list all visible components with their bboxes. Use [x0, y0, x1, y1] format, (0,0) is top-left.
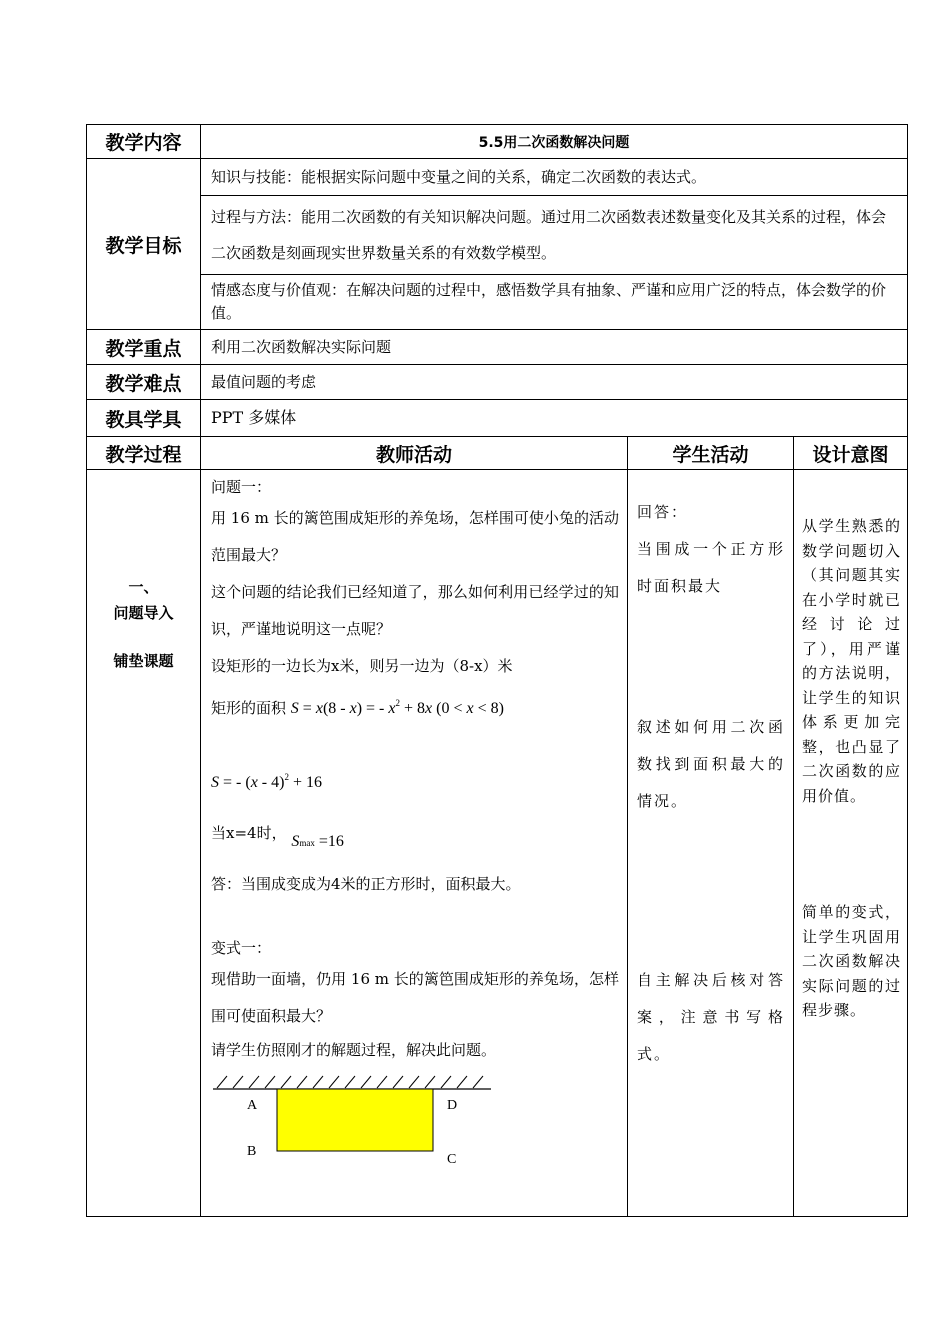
difficulty-row — [87, 365, 908, 400]
design-intent — [794, 470, 908, 1217]
student-activity — [628, 470, 794, 1217]
stage-number: 一、 — [128, 578, 159, 596]
process-row-1 — [87, 470, 908, 1217]
key-label: 教学重点 — [87, 330, 201, 365]
objective-row-2 — [87, 196, 908, 275]
intent-text-2: 简单的变式，让学生巩固用二次函数解决实际问题的过程步骤。 — [802, 903, 902, 1019]
setup-text: 设矩形的一边长为x米，则另一边为（8-x）米 — [211, 657, 513, 675]
key-value: 利用二次函数解决实际问题 — [201, 330, 908, 365]
objective-knowledge: 知识与技能：能根据实际问题中变量之间的关系，确定二次函数的表达式。 — [201, 159, 908, 196]
process-header-row — [87, 437, 908, 470]
difficulty-label: 教学难点 — [87, 365, 201, 400]
process-header-teacher: 教师活动 — [201, 437, 628, 470]
when-text: 当x=4时， — [211, 824, 287, 842]
intent-text-1: 从学生熟悉的数学问题切入（其问题其实在小学时就已经讨论过了），用严谨的方法说明，让学生的知识体系更加完整，也凸显了二次函数的应用价值。 — [802, 517, 902, 805]
vertex-formula: S = - (x - 4)$^2$ + 16 — [211, 772, 322, 791]
stage-cell — [87, 470, 201, 1217]
tools-value: PPT 多媒体 — [201, 400, 908, 437]
student-answer-label: 回答： — [637, 503, 689, 521]
process-header-student: 学生活动 — [628, 437, 794, 470]
variant-1-prompt: 请学生仿照刚才的解题过程，解决此问题。 — [211, 1041, 497, 1059]
objectives-label: 教学目标 — [87, 159, 201, 330]
lesson-title: 5.5用二次函数解决问题 — [201, 125, 908, 159]
vertex-a-label: A — [247, 1098, 258, 1113]
wall-rectangle-diagram — [211, 1069, 511, 1169]
question-1-text: 用 16 m 长的篱笆围成矩形的养兔场，怎样围可使小兔的活动范围最大？ — [211, 509, 619, 564]
tools-label: 教具学具 — [87, 400, 201, 437]
student-answer-text: 当围成一个正方形时面积最大 — [637, 540, 785, 595]
variant-1-text: 现借助一面墙，仍用 16 m 长的篱笆围成矩形的养兔场，怎样围可使面积最大？ — [211, 970, 619, 1025]
fence-rectangle — [277, 1089, 433, 1151]
area-label: 矩形的面积 — [211, 699, 287, 717]
key-row — [87, 330, 908, 365]
process-header-stage: 教学过程 — [87, 437, 201, 470]
difficulty-value: 最值问题的考虑 — [201, 365, 908, 400]
vertex-c-label: C — [447, 1152, 457, 1167]
variant-1-title: 变式一： — [211, 939, 272, 957]
stage-subtitle: 铺垫课题 — [113, 652, 174, 670]
process-header-intent: 设计意图 — [794, 437, 908, 470]
vertex-d-label: D — [447, 1098, 458, 1113]
vertex-b-label: B — [247, 1144, 257, 1159]
content-row — [87, 125, 908, 159]
tools-row — [87, 400, 908, 437]
student-explain-text: 叙述如何用二次函数找到面积最大的情况。 — [637, 718, 785, 810]
max-line — [211, 815, 619, 854]
stage-name: 问题导入 — [113, 604, 174, 622]
objective-row-1 — [87, 159, 908, 196]
objective-row-3 — [87, 275, 908, 330]
objective-attitude: 情感态度与价值观：在解决问题的过程中，感悟数学具有抽象、严谨和应用广泛的特点，体会数学的价值。 — [201, 275, 908, 330]
teacher-activity — [201, 470, 628, 1217]
area-formula: S = x(8 - x) = - $x^2 + 8x$ (0 < x < 8) — [290, 698, 504, 717]
content-label: 教学内容 — [87, 125, 201, 159]
lesson-plan-table — [86, 124, 908, 1217]
question-1-title: 问题一： — [211, 478, 272, 496]
question-1-prompt: 这个问题的结论我们已经知道了，那么如何利用已经学过的知识，严谨地说明这一点呢？ — [211, 583, 619, 638]
objective-process: 过程与方法：能用二次函数的有关知识解决问题。通过用二次函数表述数量变化及其关系的过程，体会二次函数是刻画现实世界数量关系的有效数学模型。 — [201, 196, 908, 275]
answer-text: 答：当围成变成为4米的正方形时，面积最大。 — [211, 875, 521, 893]
smax-formula: Smax =16 — [291, 833, 344, 850]
area-line — [211, 685, 619, 727]
student-variant-text: 自主解决后核对答案，注意书写格式。 — [637, 971, 785, 1063]
